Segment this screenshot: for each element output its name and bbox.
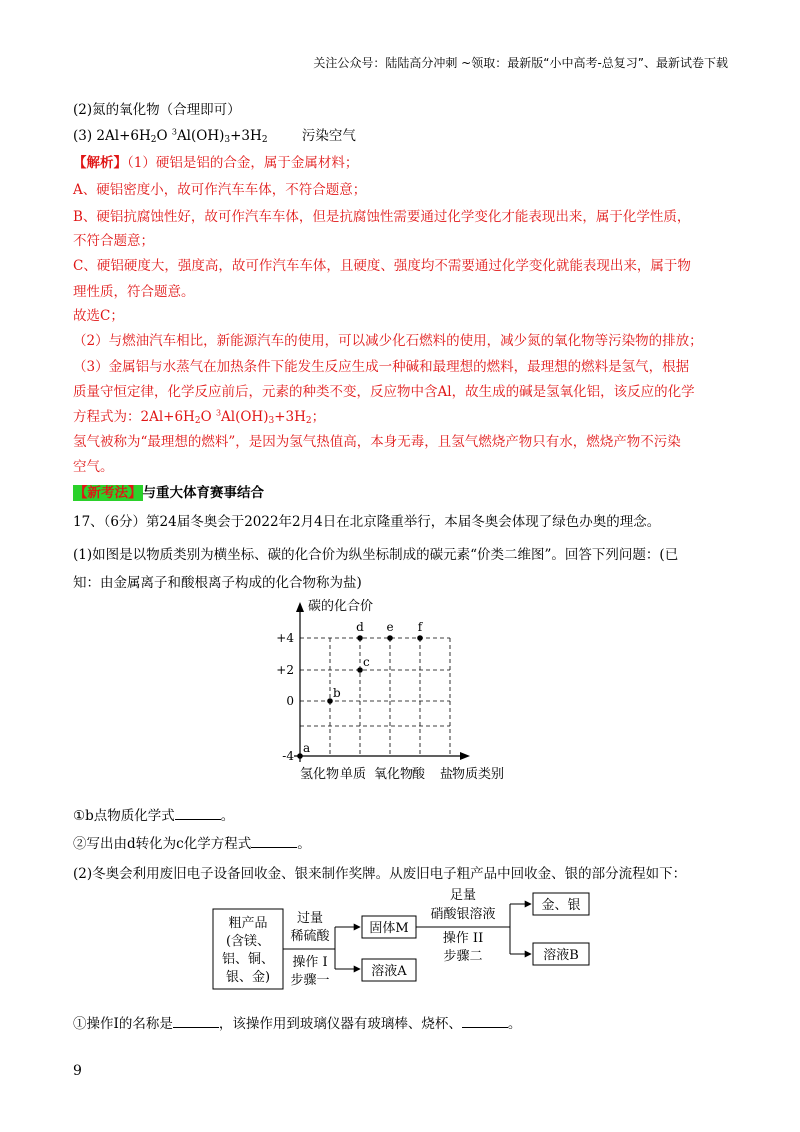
op1b-text: 步骤一 [290, 973, 330, 988]
analysis-line-7: 故选C； [73, 308, 124, 324]
analysis-line-12: 氢气被称为“最理想的燃料”，是因为氢气热值高，本身无毒，且氢气燃烧产物只有水，燃烧产物不污染 [73, 434, 681, 450]
y-axis-arrow [296, 602, 304, 612]
raw-text-1: 粗产品 [228, 916, 268, 931]
q17-sub2-text: ②写出由d转化为c化学方程式 [73, 836, 252, 852]
section-tag: 【新考法】 [74, 485, 142, 501]
y-axis-label: 碳的化合价 [308, 599, 374, 614]
data-point-d [357, 635, 363, 641]
answer-2: (2)氮的氧化物（合理即可） [73, 102, 241, 118]
q17-sub1-text: ①b点物质化学式 [73, 808, 175, 824]
point-label-b: b [333, 686, 341, 700]
solid-m-text: 固体M [369, 921, 409, 936]
analysis-line-6: 理性质，符合题意。 [73, 284, 195, 300]
point-label-a: a [303, 741, 311, 755]
point-label-c: c [363, 655, 370, 669]
reagent1b-text: 稀硫酸 [290, 929, 330, 944]
q17-sub3: ①操作I的名称是 ，该操作用到玻璃仪器有玻璃棒、烧杯、 。 [73, 1016, 522, 1032]
q17-sub3-text-b: ，该操作用到玻璃仪器有玻璃棒、烧杯、 [218, 1016, 462, 1032]
y-tick-label-2: 0 [286, 694, 294, 708]
q17-stem: 17、（6分）第24届冬奥会于2022年2月4日在北京隆重举行，本届冬奥会体现了绿色办奥的理念。 [73, 514, 661, 530]
analysis-line-13: 空气。 [73, 459, 114, 475]
sol-b-text: 溶液B [543, 948, 579, 963]
q17-part2: (2)冬奥会利用废旧电子设备回收金、银来制作奖牌。从废旧电子粗产品中回收金、银的部分流程如下： [73, 866, 687, 882]
analysis-line-10: 质量守恒定律，化学反应前后，元素的种类不变，反应物中含Al，故生成的碱是氢氧化铝，该反应的化学 [73, 384, 695, 400]
page-header: 关注公众号：陆陆高分冲刺 ~领取：最新版“小中高考-总复习”、最新试卷下载 [313, 56, 728, 70]
gold-silver-text: 金、银 [541, 898, 581, 913]
analysis-line-11: 方程式为：$2Al+6H_2O$ $^3Al(OH)_3+3H_2$； [73, 408, 326, 426]
point-label-e: e [386, 620, 394, 634]
analysis-line-9: （3）金属铝与水蒸气在加热条件下能发生反应生成一种碱和最理想的燃料，最理想的燃料是氢气，根据 [73, 359, 690, 375]
raw-text-3: 铝、铜、 [221, 952, 275, 967]
recovery-flow-diagram [205, 882, 605, 994]
q17-sub2: ②写出由d转化为c化学方程式 。 [73, 836, 311, 852]
x-axis-arrow [460, 752, 470, 760]
data-point-e [387, 635, 393, 641]
valence-category-chart [270, 590, 510, 790]
analysis-line-8: （2）与燃油汽车相比，新能源汽车的使用，可以减少化石燃料的使用，减少氮的氧化物等污染物的排放； [73, 333, 703, 349]
raw-text-4: 银、金) [225, 970, 271, 985]
point-label-f: f [417, 620, 423, 634]
raw-text-2: (含镁、 [225, 934, 271, 949]
analysis-line-2: A、硬铝密度小，故可作汽车车体，不符合题意； [73, 182, 367, 198]
q17-part1-b: 知：由金属离子和酸根离子构成的化合物称为盐) [73, 575, 362, 591]
reagent2-text: 足量 [449, 888, 477, 903]
y-tick-label-3: -4 [282, 749, 294, 763]
point-label-d: d [356, 620, 364, 634]
answer-3-equation: (3) $2Al+6H_2O$ $^3Al(OH)_3+3H_2$ [73, 127, 268, 145]
data-point-f [417, 635, 423, 641]
op1-text: 操作 I [292, 955, 328, 970]
y-tick-label-1: +2 [276, 663, 294, 677]
x-category-3: 酸 [412, 767, 426, 782]
x-category-4: 盐 [440, 767, 454, 782]
answer-blank-4[interactable] [462, 1015, 508, 1028]
analysis-tag: 【解析】 [73, 155, 127, 171]
y-tick-label-0: +4 [276, 631, 294, 645]
data-point-c [357, 667, 363, 673]
data-point-a [297, 753, 303, 759]
x-category-1: 单质 [340, 767, 367, 782]
answer-blank-2[interactable] [251, 835, 297, 848]
analysis-line-4: 不符合题意； [73, 233, 154, 249]
page-number: 9 [73, 1063, 82, 1079]
reagent1-text: 过量 [296, 911, 324, 926]
x-category-0: 氢化物 [300, 767, 340, 782]
sol-a-text: 溶液A [371, 964, 407, 979]
x-axis-label: 物质类别 [452, 767, 505, 782]
data-point-b [327, 698, 333, 704]
op2-text: 操作 II [442, 931, 484, 946]
answer-3 [73, 124, 356, 144]
q17-sub1: ①b点物质化学式 。 [73, 808, 235, 824]
answer-3-note: 污染空气 [301, 128, 356, 144]
analysis-line-3: B、硬铝抗腐蚀性好，故可作汽车车体，但是抗腐蚀性需要通过化学变化才能表现出来，属于化学性质， [73, 209, 691, 225]
section-title: 与重大体育赛事结合 [142, 485, 264, 501]
op2b-text: 步骤二 [443, 949, 483, 964]
answer-blank-3[interactable] [173, 1015, 219, 1028]
reagent2b-text: 硝酸银溶液 [430, 907, 496, 922]
analysis-line-1 [73, 151, 358, 171]
section-heading [73, 481, 264, 501]
analysis-text-1: （1）硬铝是铝的合金，属于金属材料； [127, 155, 359, 171]
q17-part1-a: (1)如图是以物质类别为横坐标、碳的化合价为纵坐标制成的碳元素“价类二维图”。回答下列问题：(已 [73, 547, 679, 563]
analysis-line-5: C、硬铝硬度大，强度高，故可作汽车车体，且硬度、强度均不需要通过化学变化就能表现出来，属于物 [73, 258, 691, 274]
answer-blank-1[interactable] [175, 807, 221, 820]
q17-sub3-text-a: ①操作I的名称是 [73, 1016, 173, 1032]
x-category-2: 氧化物 [374, 767, 414, 782]
